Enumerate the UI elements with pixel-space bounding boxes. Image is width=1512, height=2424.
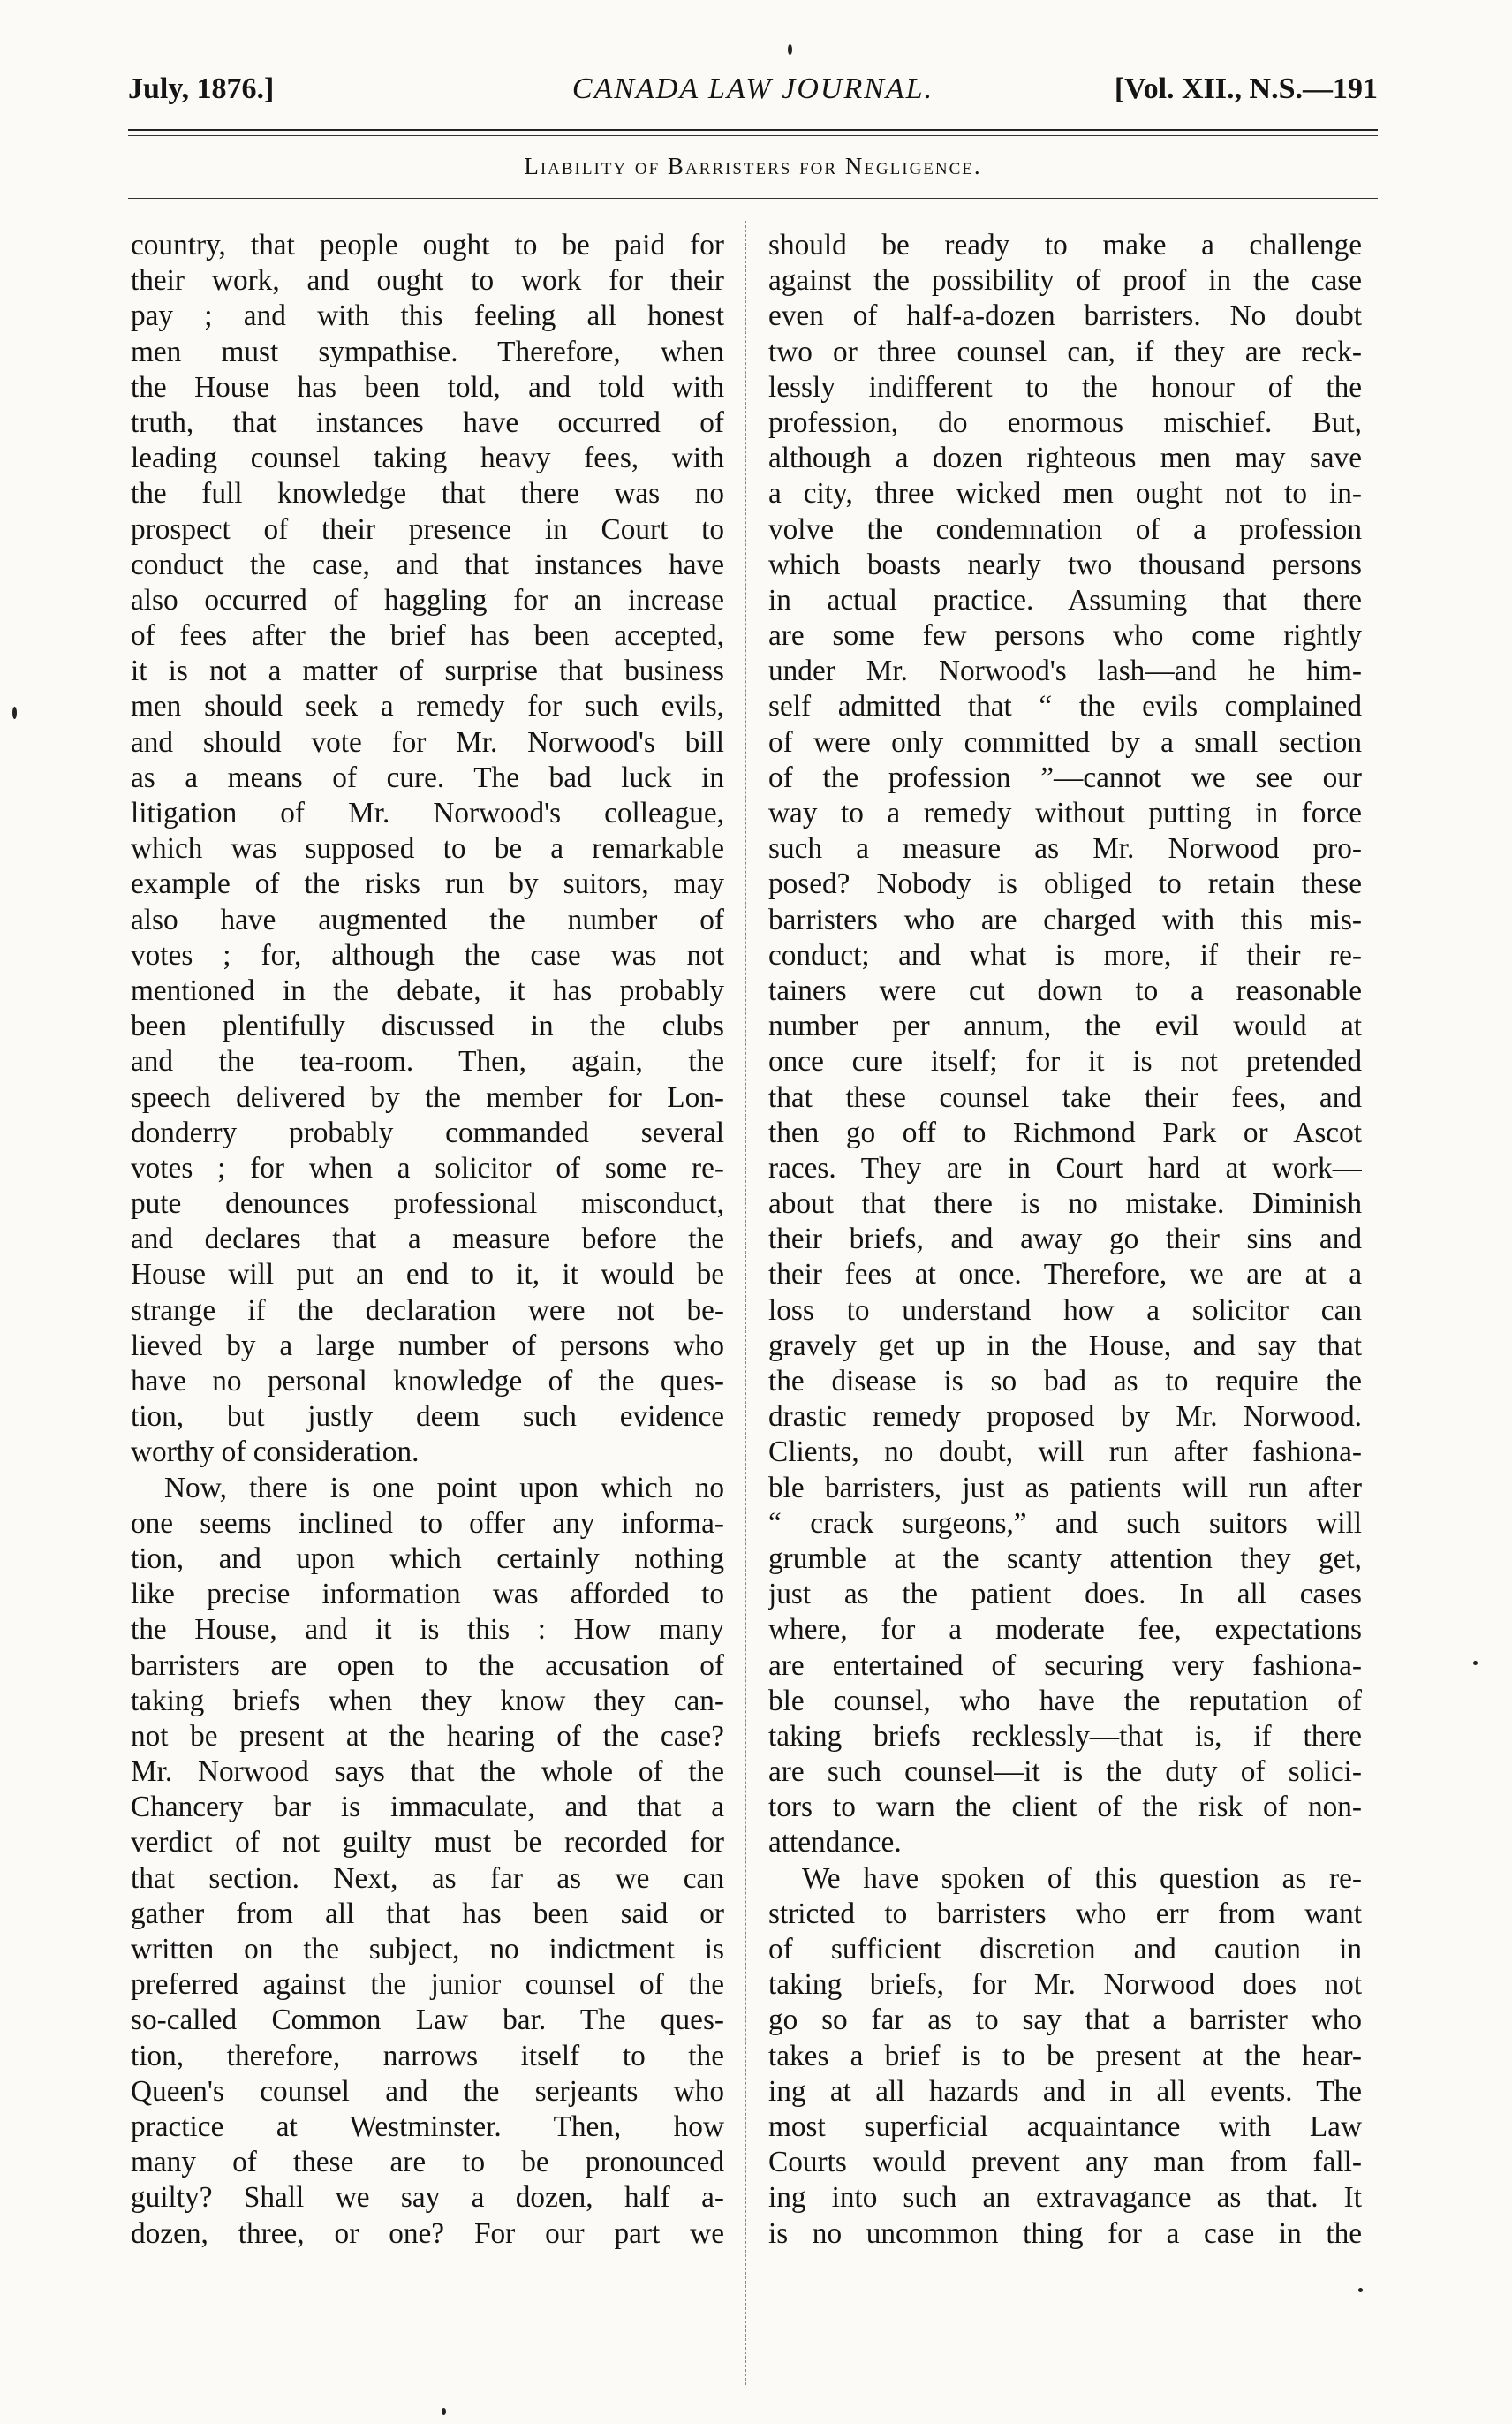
running-header [128,72,1378,117]
right-column-text-line: that these counsel take their fees, and [768,1080,1362,1114]
right-column-text-line: takes a brief is to be present at the hear- [768,2039,1362,2072]
right-column-text-line: tainers were cut down to a reasonable [768,973,1362,1007]
header-journal-title: CANADA LAW JOURNAL. [571,72,934,105]
right-column-text-line: are some few persons who come rightly [768,619,1362,653]
left-column-text-line: Queen's counsel and the serjeants who [131,2074,724,2108]
right-column-text-line: should be ready to make a challenge [768,229,1362,261]
left-column-text-line: votes ; for, although the case was not [131,938,724,972]
left-column-text-line: taking briefs when they know they can- [131,1684,724,1717]
right-column-text-line: under Mr. Norwood's lash—and he him- [768,655,1362,688]
left-column-text-line: mentioned in the debate, it has probably [131,973,724,1007]
left-column-text-line: so-called Common Law bar. The ques- [131,2004,724,2037]
left-column-text-line: Chancery bar is immaculate, and that a [131,1791,724,1824]
left-column-text-line: guilty? Shall we say a dozen, half a- [131,2181,724,2215]
right-column-text-line: drastic remedy proposed by Mr. Norwood. [768,1400,1362,1434]
left-column-text-line: speech delivered by the member for Lon- [131,1080,724,1114]
right-column-text-line: ble barristers, just as patients will run after [768,1471,1362,1504]
right-column-text-line: We have spoken of this question as re- [802,1861,1362,1895]
left-column-text-line: strange if the declaration were not be- [131,1293,724,1327]
right-column-text-line: “ crack surgeons,” and such suitors will [768,1506,1362,1540]
right-column-text-line: where, for a moderate fee, expectations [768,1613,1362,1647]
left-column-text-line: Mr. Norwood says that the whole of the [131,1755,724,1789]
right-column-text-line: taking briefs, for Mr. Norwood does not [768,1968,1362,2002]
left-column-text-line: and should vote for Mr. Norwood's bill [131,725,724,759]
left-column-text-line: that section. Next, as far as we can [131,1861,724,1895]
right-column-text-line: attendance. [768,1826,902,1860]
left-column-text-line: like precise information was afforded to [131,1578,724,1611]
right-column-text-line: loss to understand how a solicitor can [768,1293,1362,1327]
left-column-text-line: donderry probably commanded several [131,1116,724,1149]
left-column-text-line: and the tea-room. Then, again, the [131,1045,724,1079]
right-column-text-line: of were only committed by a small section [768,725,1362,759]
right-column-text-line: volve the condemnation of a profession [768,512,1362,546]
left-column-text-line: Now, there is one point upon which no [164,1471,724,1504]
right-column-text-line: even of half-a-dozen barristers. No doubt [768,299,1362,333]
right-column-text-line: the disease is so bad as to require the [768,1365,1362,1398]
right-column-text-line: their briefs, and away go their sins and [768,1223,1362,1256]
right-column-text-line: of the profession ”—cannot we see our [768,761,1362,794]
right-column-text-line: ing at all hazards and in all events. The [768,2074,1362,2108]
left-column-text-line: and declares that a measure before the [131,1223,724,1256]
right-column-text-line: are entertained of securing very fashiona- [768,1648,1362,1682]
right-column-text-line: about that there is no mistake. Diminish [768,1187,1362,1221]
left-column-text-line: also have augmented the number of [131,903,724,936]
column-divider [745,221,746,2385]
left-column-text-line: have no personal knowledge of the ques- [131,1365,724,1398]
left-column-text-line: also occurred of haggling for an increase [131,583,724,617]
right-column-text-line: then go off to Richmond Park or Ascot [768,1116,1362,1149]
left-column-text-line: tion, and upon which certainly nothing [131,1542,724,1575]
left-column-text-line: dozen, three, or one? For our part we [131,2216,724,2250]
left-column-text-line: it is not a matter of surprise that business [131,655,724,688]
right-column-text-line: go so far as to say that a barrister who [768,2004,1362,2037]
left-column-text-line: not be present at the hearing of the case? [131,1719,724,1753]
right-column-text-line: in actual practice. Assuming that there [768,583,1362,617]
right-column-text-line: ble counsel, who have the reputation of [768,1684,1362,1717]
header-date: July, 1876.] [128,72,275,105]
right-column-text-line: although a dozen righteous men may save [768,442,1362,475]
section-rule [128,198,1378,199]
left-column-text-line: the full knowledge that there was no [131,477,724,511]
right-column-text-line: races. They are in Court hard at work— [768,1151,1362,1185]
print-speck [1358,2288,1363,2292]
print-speck [1473,1661,1478,1665]
right-column-text-line: way to a remedy without putting in force [768,797,1362,829]
right-column-text-line: of sufficient discretion and caution in [768,1933,1362,1966]
left-column-text-line: tion, but justly deem such evidence [131,1400,724,1434]
right-column [768,228,1362,2383]
left-column-text-line: country, that people ought to be paid for [131,229,724,261]
left-column-text-line: their work, and ought to work for their [131,264,724,298]
right-column-text-line: just as the patient does. In all cases [768,1578,1362,1611]
right-column-text-line: profession, do enormous mischief. But, [768,405,1362,439]
right-column-text-line: which boasts nearly two thousand persons [768,548,1362,581]
right-column-text-line: such a measure as Mr. Norwood pro- [768,832,1362,866]
right-column-text-line: self admitted that “ the evils complained [768,690,1362,723]
right-column-text-line: are such counsel—it is the duty of solici- [768,1755,1362,1789]
right-column-text-line: gravely get up in the House, and say that [768,1329,1362,1362]
left-column-text-line: House will put an end to it, it would be [131,1258,724,1292]
left-column-text-line: truth, that instances have occurred of [131,405,724,439]
section-title: Liability of Barristers for Negligence. [524,153,982,179]
right-column-text-line: a city, three wicked men ought not to in- [768,477,1362,511]
right-column-text-line: tors to warn the client of the risk of non- [768,1791,1362,1824]
left-column-text-line: which was supposed to be a remarkable [131,832,724,866]
right-column-text-line: ing into such an extravagance as that. It [768,2181,1362,2215]
left-column-text-line: pute denounces professional misconduct, [131,1187,724,1221]
left-column-text-line: men should seek a remedy for such evils, [131,690,724,723]
print-speck [788,44,792,55]
right-column-text-line: two or three counsel can, if they are reck- [768,335,1362,368]
right-column-text-line: Courts would prevent any man from fall- [768,2146,1362,2179]
left-column-text-line: the House, and it is this : How many [131,1613,724,1647]
left-column-text-line: practice at Westminster. Then, how [131,2110,724,2143]
left-column-text-line: tion, therefore, narrows itself to the [131,2039,724,2072]
left-column-text-line: conduct the case, and that instances have [131,548,724,581]
left-column-text-line: many of these are to be pronounced [131,2146,724,2179]
right-column-text-line: posed? Nobody is obliged to retain these [768,867,1362,901]
right-column-text-line: lessly indifferent to the honour of the [768,370,1362,404]
right-column-text-line: against the possibility of proof in the case [768,264,1362,298]
header-rule-top [128,129,1378,131]
right-column-text-line: conduct; and what is more, if their re- [768,938,1362,972]
left-column-text-line: votes ; for when a solicitor of some re- [131,1151,724,1185]
left-column-text-line: pay ; and with this feeling all honest [131,299,724,333]
right-column-text-line: grumble at the scanty attention they get, [768,1542,1362,1575]
left-column-text-line: example of the risks run by suitors, may [131,867,724,901]
print-speck [442,2408,446,2415]
left-column-text-line: one seems inclined to offer any informa- [131,1506,724,1540]
left-column-text-line: verdict of not guilty must be recorded for [131,1826,724,1860]
left-column-text-line: preferred against the junior counsel of the [131,1968,724,2002]
right-column-text-line: barristers who are charged with this mis- [768,903,1362,936]
left-column-text-line: prospect of their presence in Court to [131,512,724,546]
print-speck [12,707,17,719]
left-column-text-line: written on the subject, no indictment is [131,1933,724,1966]
left-column [131,228,724,2383]
left-column-text-line: worthy of consideration. [131,1435,420,1469]
header-volume-page: [Vol. XII., N.S.—191 [1114,72,1378,105]
left-column-text-line: of fees after the brief has been accepted, [131,619,724,653]
left-column-text-line: the House has been told, and told with [131,370,724,404]
left-column-text-line: barristers are open to the accusation of [131,1648,724,1682]
left-column-text-line: been plentifully discussed in the clubs [131,1010,724,1043]
right-column-text-line: once cure itself; for it is not pretended [768,1045,1362,1079]
right-column-text-line: number per annum, the evil would at [768,1010,1362,1043]
left-column-text-line: gather from all that has been said or [131,1897,724,1930]
left-column-text-line: lieved by a large number of persons who [131,1329,724,1362]
right-column-text-line: stricted to barristers who err from want [768,1897,1362,1930]
right-column-text-line: is no uncommon thing for a case in the [768,2216,1362,2250]
left-column-text-line: litigation of Mr. Norwood's colleague, [131,797,724,829]
right-column-text-line: taking briefs recklessly—that is, if there [768,1719,1362,1753]
left-column-text-line: men must sympathise. Therefore, when [131,335,724,368]
left-column-text-line: as a means of cure. The bad luck in [131,761,724,794]
left-column-text-line: leading counsel taking heavy fees, with [131,442,724,475]
right-column-text-line: Clients, no doubt, will run after fashiona- [768,1435,1362,1469]
header-rule-bottom [128,135,1378,136]
right-column-text-line: their fees at once. Therefore, we are at a [768,1258,1362,1292]
right-column-text-line: most superficial acquaintance with Law [768,2110,1362,2143]
